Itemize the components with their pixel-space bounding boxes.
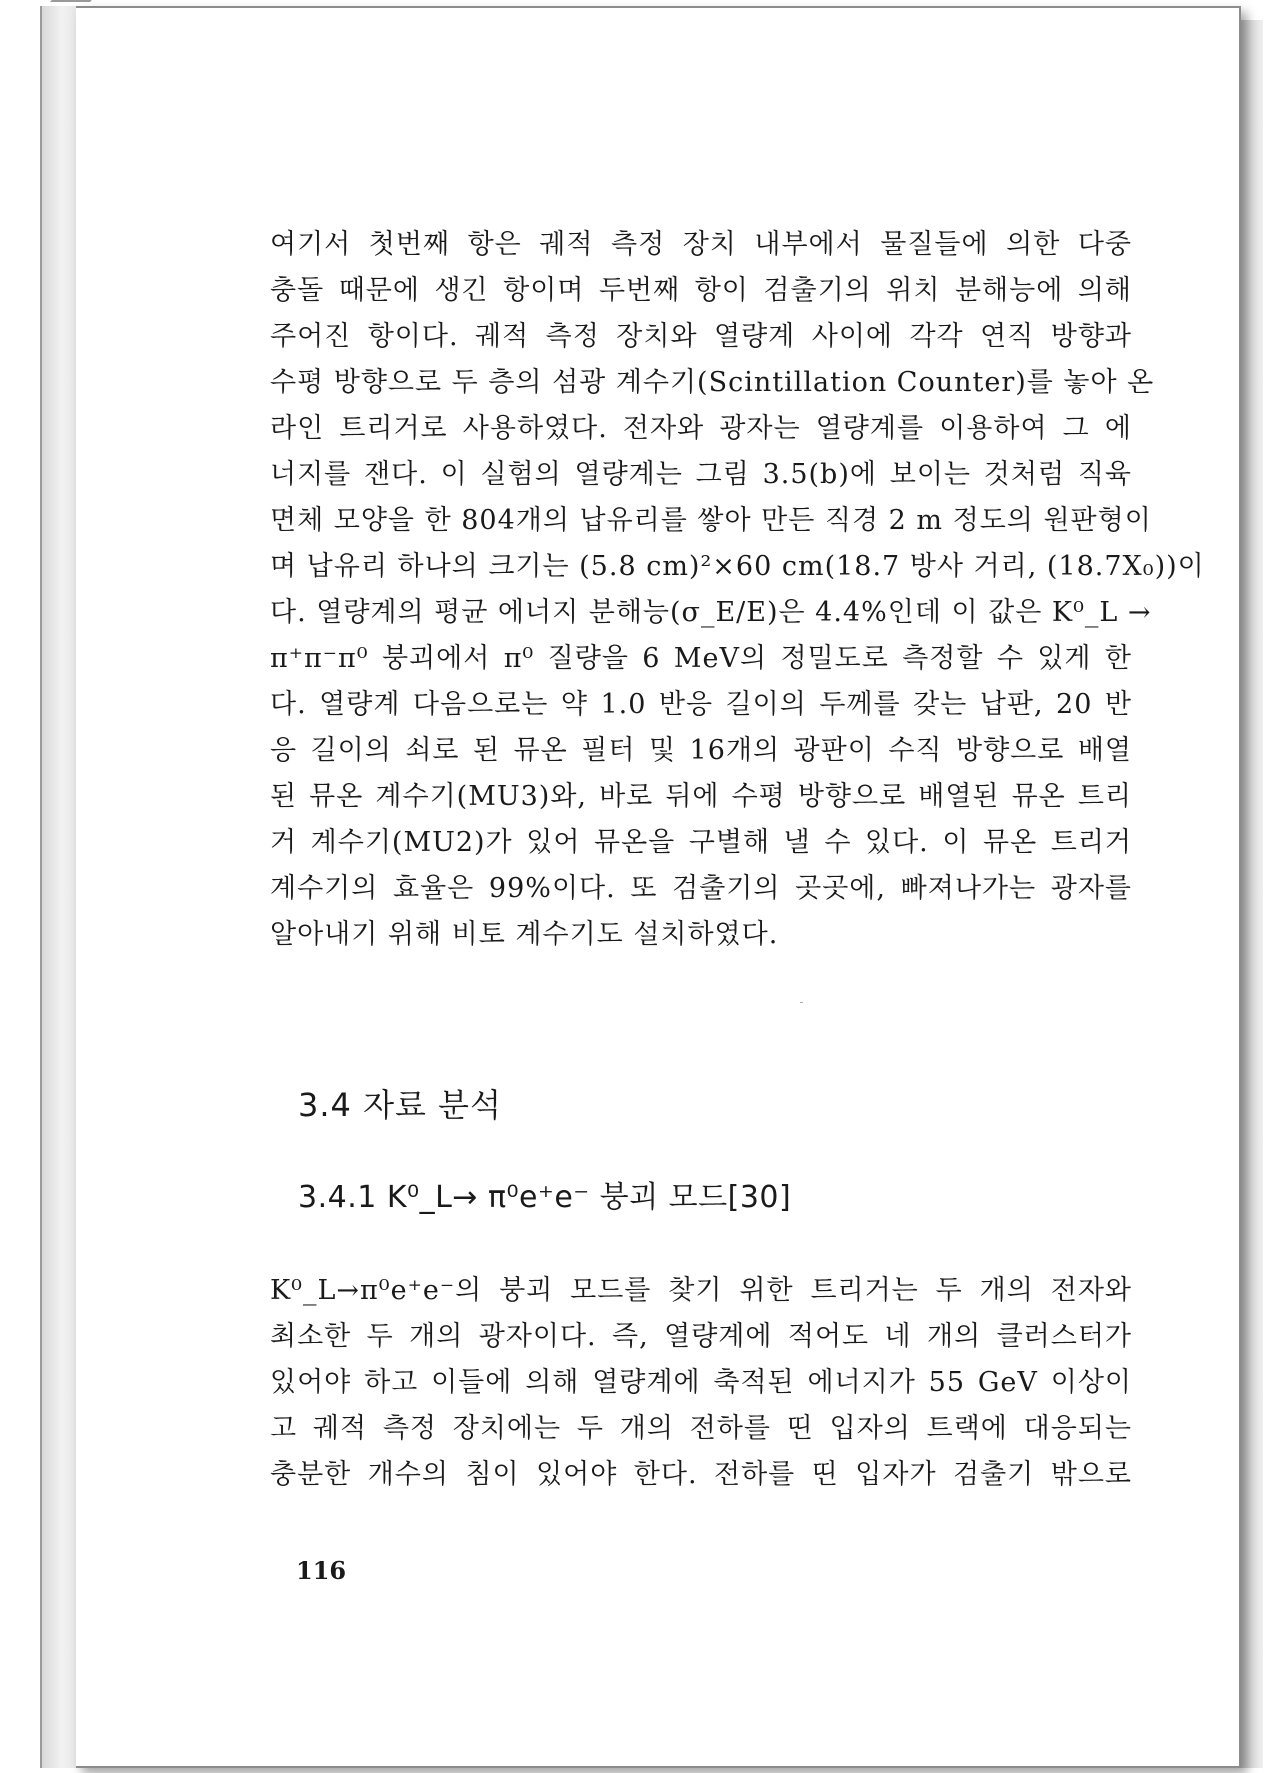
section-heading: 3.4 자료 분석 <box>298 1086 502 1124</box>
text-line: 계수기의 효율은 99%이다. 또 검출기의 곳곳에, 빠져나가는 광자를 <box>270 873 1132 904</box>
text-line: 된 뮤온 계수기(MU3)와, 바로 뒤에 수평 방향으로 배열된 뮤온 트리 <box>270 781 1132 812</box>
text-line: 다. 열량계 다음으로는 약 1.0 반응 길이의 두께를 갖는 납판, 20 반 <box>270 689 1132 720</box>
text-line: 너지를 잰다. 이 실험의 열량계는 그림 3.5(b)에 보이는 것처럼 직육 <box>270 459 1132 490</box>
text-line: π⁺π⁻π⁰ 붕괴에서 π⁰ 질량을 6 MeV의 정밀도로 측정할 수 있게 한 <box>270 643 1132 674</box>
text-line: 수평 방향으로 두 층의 섬광 계수기(Scintillation Counter)를 놓아 온 <box>270 367 1155 398</box>
text-line: 주어진 항이다. 궤적 측정 장치와 열량계 사이에 각각 연직 방향과 <box>270 321 1132 352</box>
text-line: 라인 트리거로 사용하였다. 전자와 광자는 열량계를 이용하여 그 에 <box>270 413 1132 444</box>
scan-speck <box>800 1002 803 1003</box>
text-line: 고 궤적 측정 장치에는 두 개의 전하를 띤 입자의 트랙에 대응되는 <box>270 1413 1132 1444</box>
text-line: 다. 열량계의 평균 에너지 분해능(σ_E/E)은 4.4%인데 이 값은 K⁰_L → <box>270 597 1152 628</box>
text-line: K⁰_L→π⁰e⁺e⁻의 붕괴 모드를 찾기 위한 트리거는 두 개의 전자와 <box>270 1275 1132 1306</box>
text-line: 최소한 두 개의 광자이다. 즉, 열량계에 적어도 네 개의 클러스터가 <box>270 1321 1132 1352</box>
text-line: 거 계수기(MU2)가 있어 뮤온을 구별해 낼 수 있다. 이 뮤온 트리거 <box>270 827 1132 858</box>
text-line: 면체 모양을 한 804개의 납유리를 쌓아 만든 직경 2 m 정도의 원판형이 <box>270 505 1152 536</box>
text-line: 며 납유리 하나의 크기는 (5.8 cm)²×60 cm(18.7 방사 거리, (18.7X₀))이 <box>270 551 1205 582</box>
text-line: 알아내기 위해 비토 계수기도 설치하였다. <box>270 919 779 950</box>
text-line: 충돌 때문에 생긴 항이며 두번째 항이 검출기의 위치 분해능에 의해 <box>270 275 1132 306</box>
text-line: 여기서 첫번째 항은 궤적 측정 장치 내부에서 물질들에 의한 다중 <box>270 229 1132 260</box>
page-right-shadow <box>1239 20 1263 1768</box>
text-line: 충분한 개수의 침이 있어야 한다. 전하를 띤 입자가 검출기 밖으로 <box>270 1459 1132 1490</box>
page-number: 116 <box>296 1556 347 1585</box>
subsection-heading: 3.4.1 K⁰_L→ π⁰e⁺e⁻ 붕괴 모드[30] <box>298 1180 792 1215</box>
page-left-edge <box>40 6 78 1768</box>
paragraph-2 <box>270 1268 1132 1498</box>
text-line: 응 길이의 쇠로 된 뮤온 필터 및 16개의 광판이 수직 방향으로 배열 <box>270 735 1132 766</box>
text-line: 있어야 하고 이들에 의해 열량계에 축적된 에너지가 55 GeV 이상이 <box>270 1367 1132 1398</box>
paragraph-1 <box>270 222 1205 958</box>
